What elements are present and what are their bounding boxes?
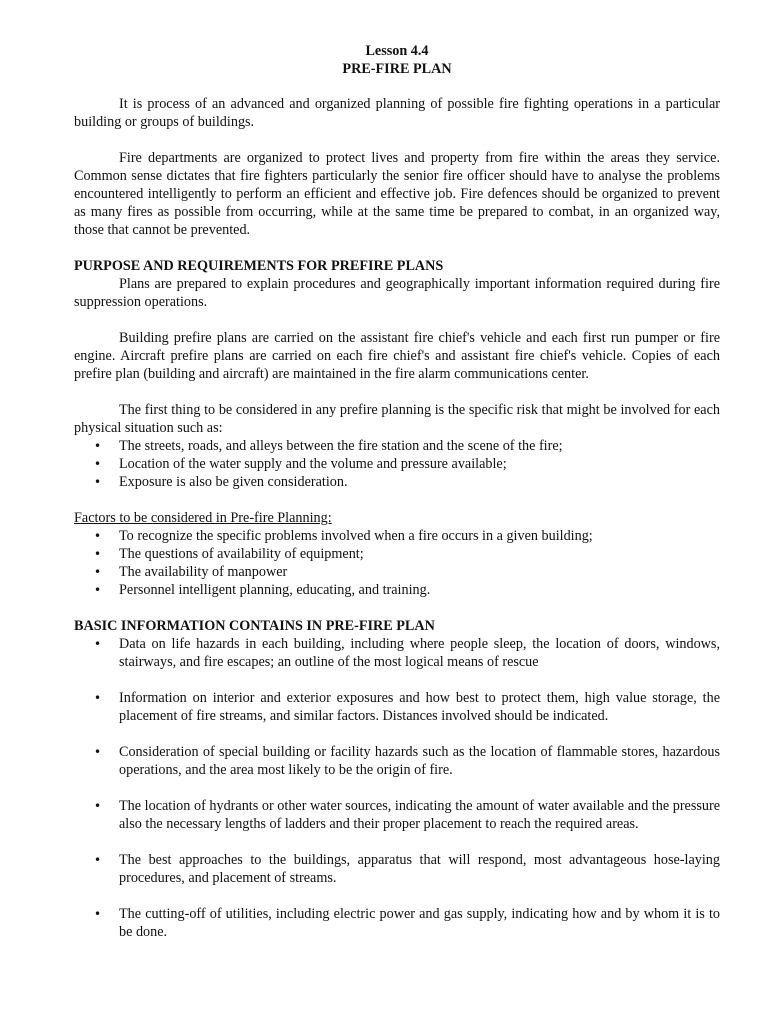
factors-heading: Factors to be considered in Pre-fire Planning: (74, 510, 332, 526)
list-item-text: Location of the water supply and the volume and pressure available; (119, 456, 507, 472)
purpose-paragraph-3: The first thing to be considered in any prefire planning is the specific risk that might be involved for each physical situation such as: (74, 402, 720, 436)
risk-list (74, 437, 720, 491)
purpose-paragraph-2: Building prefire plans are carried on the assistant fire chief's vehicle and each first run pumper or fire engine. Aircraft prefire plans are carried on each fire chief's and assistant fire chief's vehicle. Copies of each prefire plan (building and aircraft) are maintained in the fire alarm communications center. (74, 330, 720, 382)
bullet-icon: • (94, 853, 102, 867)
list-item-text: The questions of availability of equipment; (119, 546, 364, 562)
purpose-paragraph-1: Plans are prepared to explain procedures and geographically important information required during fire suppression operations. (74, 276, 720, 310)
section-heading-purpose: PURPOSE AND REQUIREMENTS FOR PREFIRE PLANS (74, 258, 444, 274)
bullet-icon: • (94, 475, 102, 489)
list-item-text: Data on life hazards in each building, including where people sleep, the location of doors, windows, stairways, and fire escapes; an outline of the most logical means of rescue (119, 636, 720, 670)
list-item-text: Exposure is also be given consideration. (119, 474, 348, 490)
bullet-icon: • (94, 565, 102, 579)
list-item-text: Personnel intelligent planning, educating, and training. (119, 582, 431, 598)
list-item (74, 797, 720, 833)
bullet-icon: • (94, 637, 102, 651)
intro-paragraph-2: Fire departments are organized to protect lives and property from fire within the areas they service. Common sense dictates that fire fighters particularly the senior fire officer should have to analyse the problems encountered intelligently to perform an efficient and effective job. Fire defences should be organized to prevent as many fires as possible from occurring, while at the same time be prepared to combat, in an organized way, those that cannot be prevented. (74, 150, 720, 238)
bullet-icon: • (94, 907, 102, 921)
bullet-icon: • (94, 745, 102, 759)
bullet-icon: • (94, 799, 102, 813)
list-item (74, 581, 720, 599)
bullet-icon: • (94, 529, 102, 543)
list-item-text: The cutting-off of utilities, including electric power and gas supply, indicating how and by whom it is to be done. (119, 906, 720, 940)
list-item (74, 437, 720, 455)
list-item (74, 455, 720, 473)
intro-paragraph-1: It is process of an advanced and organized planning of possible fire fighting operations in a particular building or groups of buildings. (74, 96, 720, 130)
factors-list (74, 527, 720, 599)
list-item (74, 527, 720, 545)
lesson-number: Lesson 4.4 (365, 43, 429, 59)
section-heading-basic-info: BASIC INFORMATION CONTAINS IN PRE-FIRE PLAN (74, 618, 435, 634)
bullet-icon: • (94, 583, 102, 597)
bullet-icon: • (94, 439, 102, 453)
list-item-text: Consideration of special building or facility hazards such as the location of flammable stores, hazardous operations, and the area most likely to be the origin of fire. (119, 744, 720, 778)
list-item-text: The best approaches to the buildings, apparatus that will respond, most advantageous hose-laying procedures, and placement of streams. (119, 852, 720, 886)
list-item-text: Information on interior and exterior exposures and how best to protect them, high value storage, the placement of fire streams, and similar factors. Distances involved should be indicated. (119, 690, 720, 724)
list-item-text: To recognize the specific problems involved when a fire occurs in a given building; (119, 528, 593, 544)
list-item-text: The streets, roads, and alleys between the fire station and the scene of the fire; (119, 438, 563, 454)
list-item (74, 473, 720, 491)
list-item (74, 689, 720, 725)
bullet-icon: • (94, 547, 102, 561)
list-item-text: The location of hydrants or other water sources, indicating the amount of water available and the pressure also the necessary lengths of ladders and their proper placement to reach the required areas. (119, 798, 720, 832)
list-item (74, 545, 720, 563)
bullet-icon: • (94, 691, 102, 705)
list-item (74, 851, 720, 887)
basic-info-list (74, 635, 720, 941)
list-item (74, 635, 720, 671)
list-item (74, 563, 720, 581)
list-item-text: The availability of manpower (119, 564, 288, 580)
list-item (74, 743, 720, 779)
bullet-icon: • (94, 457, 102, 471)
list-item (74, 905, 720, 941)
page-title: PRE-FIRE PLAN (342, 61, 452, 77)
